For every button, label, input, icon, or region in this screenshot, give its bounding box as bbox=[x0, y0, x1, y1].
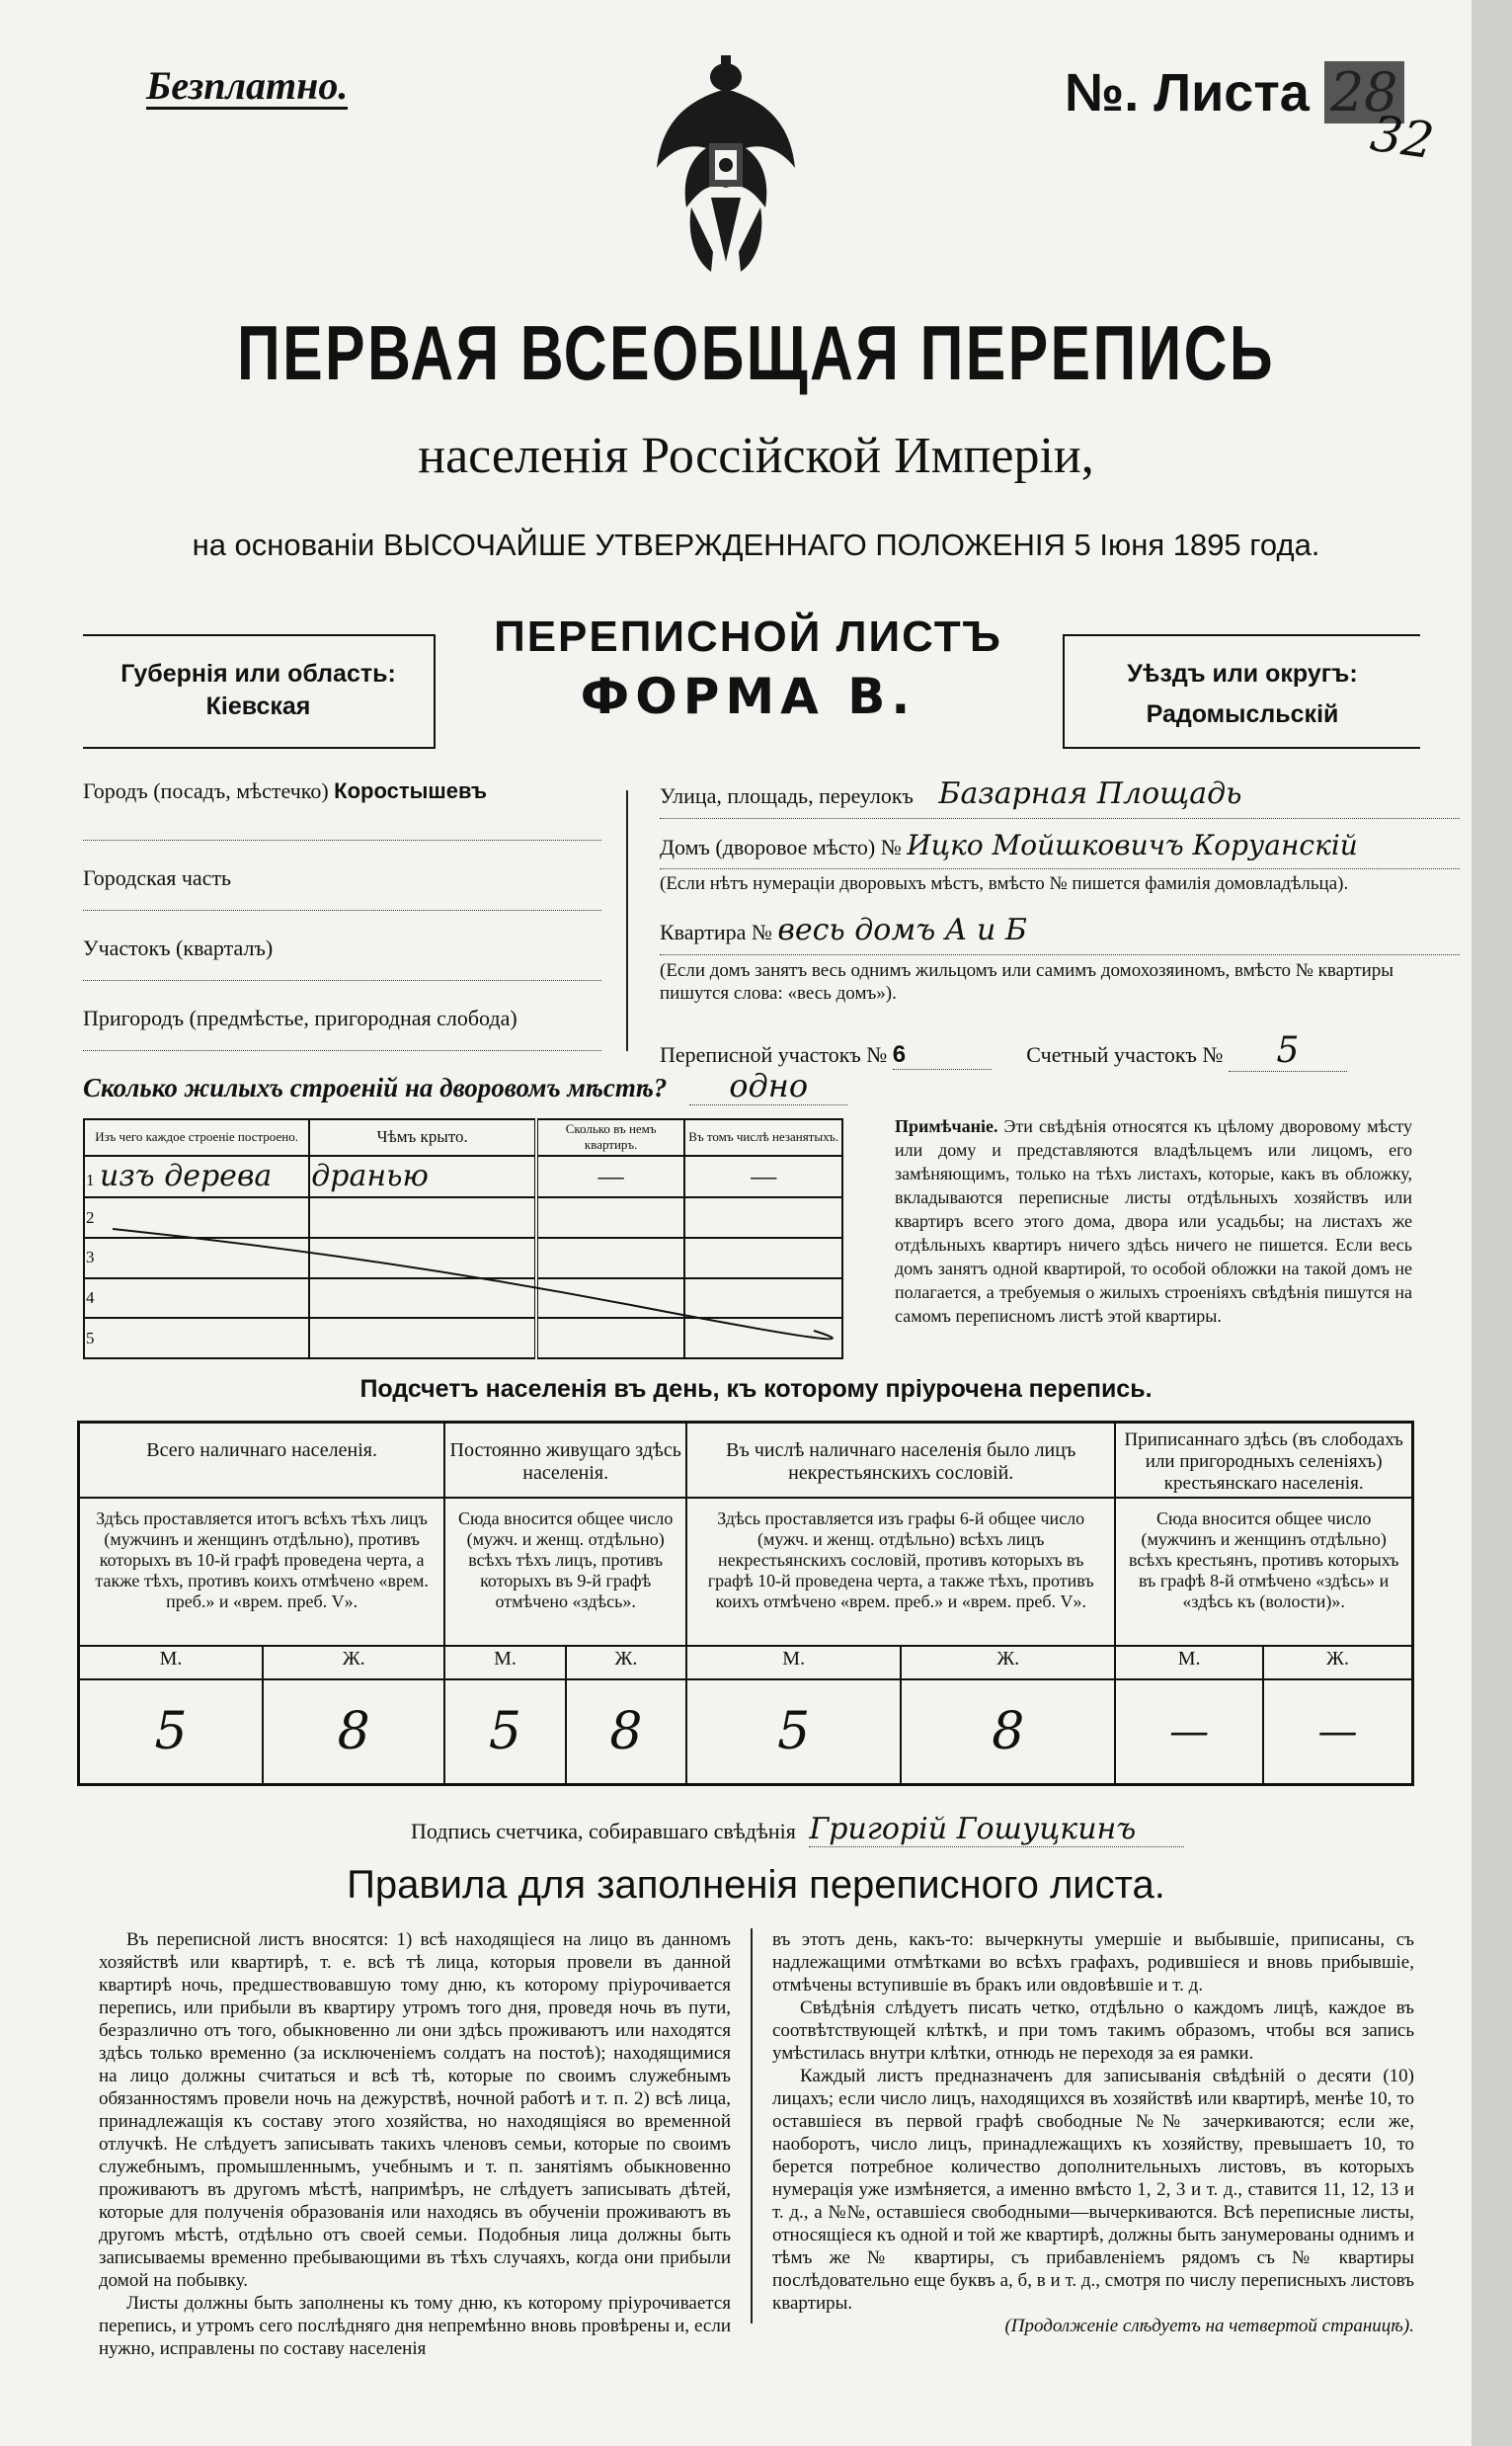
rules-column-2 bbox=[772, 1928, 1414, 2337]
buildings-cell-vacant: — bbox=[684, 1156, 842, 1198]
signature bbox=[411, 1812, 1184, 1847]
rules-paragraph: Листы должны быть заполнены къ тому дню, къ которому пріурочивается перепись, и утромъ сего послѣдняго дня непремѣнно вновь провѣрены и, если нужно, исправлены по составу населенія bbox=[99, 2293, 731, 2359]
pop-value-m: 5 bbox=[79, 1679, 264, 1785]
province-box bbox=[83, 634, 436, 749]
city-field bbox=[83, 778, 601, 841]
signature-value: Григорій Гошуцкинъ bbox=[809, 1812, 1184, 1847]
pop-group-desc-peasant: Сюда вносится общее число (мужчинъ и женщинъ отдѣльно) всѣхъ крестьянъ, противъ которыхъ въ графѣ 8-й отмѣчено «здѣсь» и «здѣсь къ (волости)». bbox=[1115, 1498, 1412, 1646]
page-edge bbox=[1472, 0, 1512, 2446]
pop-value-f: 8 bbox=[901, 1679, 1115, 1785]
rules-paragraph: Свѣдѣнія слѣдуетъ писать четко, отдѣльно о каждомъ лицѣ, каждое въ соотвѣтствующей клѣткѣ, и при томъ такимъ образомъ, чтобы вся запись умѣстилась внутри клѣтки, отнюдь не переходя за ея рамки. bbox=[772, 1998, 1414, 2064]
house-label: Домъ (дворовое мѣсто) № bbox=[660, 835, 902, 859]
apartment-field bbox=[660, 913, 1460, 955]
city-part-label: Городская часть bbox=[83, 865, 232, 890]
bleed-through-text bbox=[988, 138, 1402, 164]
buildings-answer: одно bbox=[689, 1067, 847, 1105]
buildings-row: 2 bbox=[84, 1197, 842, 1238]
pop-f-label: Ж. bbox=[566, 1646, 686, 1679]
pop-value-f: — bbox=[1263, 1679, 1413, 1785]
sheet-title: ПЕРЕПИСНОЙ ЛИСТЪ bbox=[494, 612, 1002, 661]
buildings-header-roof: Чѣмъ крыто. bbox=[309, 1119, 536, 1156]
signature-label: Подпись счетчика, собиравшаго свѣдѣнія bbox=[411, 1819, 796, 1843]
house-field bbox=[660, 829, 1460, 869]
rules-paragraph: Каждый листъ предназначенъ для записыванія свѣдѣній о десяти (10) лицахъ; если число лицъ, находящихся въ хозяйствѣ или квартирѣ, менѣе 10, то оставшіеся въ первой графѣ свободные №№ зачеркиваются; если же, наоборотъ, число лицъ, принадлежащихъ къ хозяйству, превышаетъ 10, то берется потребное количество дополнительныхъ листовъ, въ которыхъ нумерація уже измѣняется, а именно вмѣсто 1, 2, 3 и т. д., ставится 11, 12, 13 и т. д., а №№, оставшіеся свободными—вычеркиваются. Всѣ переписные листы, относящіеся къ одной и той же квартирѣ, должны быть занумерованы однимъ и тѣмъ же № квартиры, съ прибавленіемъ рядомъ съ № квартиры послѣдовательно еще буквъ а, б, в и т. д., смотря по числу переписныхъ листовъ квартиры. bbox=[772, 2066, 1414, 2314]
house-note: (Если нѣтъ нумераціи дворовыхъ мѣстъ, вмѣсто № пишется фамилія домовладѣльца). bbox=[660, 873, 1349, 894]
apartment-value: весь домъ А и Б bbox=[777, 913, 1027, 947]
pop-group-head-nonpeasant: Въ числѣ наличнаго населенія было лицъ некрестьянскихъ сословій. bbox=[686, 1423, 1115, 1498]
pop-value-m: 5 bbox=[686, 1679, 901, 1785]
strike-line bbox=[83, 1118, 843, 1359]
buildings-question bbox=[83, 1067, 847, 1104]
pop-value-m: — bbox=[1115, 1679, 1263, 1785]
form-name: ФОРМА В. bbox=[580, 668, 916, 725]
city-label: Городъ (посадъ, мѣстечко) bbox=[83, 778, 329, 803]
section-label: Участокъ (кварталъ) bbox=[83, 936, 274, 960]
free-label: Безплатно. bbox=[146, 63, 349, 108]
pop-group-head-permanent: Постоянно живущаго здѣсь населенія. bbox=[444, 1423, 686, 1498]
sheet-number-label: №. Листа bbox=[1065, 63, 1310, 122]
apartment-label: Квартира № bbox=[660, 920, 772, 944]
buildings-note-text: Эти свѣдѣнія относятся къ цѣлому дворовому мѣсту или дому и представляются владѣльцемъ или лицомъ, его замѣняющимъ, только на тѣхъ листахъ, которые, какъ въ обложку, вкладываются переписные листы отдѣльныхъ хозяйствъ или квартиръ всего этого дома, двора или усадьбы; на листахъ же отдѣльныхъ квартиръ ничего здѣсь ничего не пишется. Если весь домъ занятъ одной квартирой, то особой обложки на такой домъ не полагается, а требуемыя о жилыхъ строеніяхъ свѣдѣнія пишутся на самомъ переписномъ листѣ этой квартиры. bbox=[895, 1116, 1412, 1326]
rules-continued: (Продолженіе слѣдуетъ на четвертой страницѣ). bbox=[1004, 2316, 1414, 2336]
section-field bbox=[83, 919, 601, 981]
buildings-header-apartments: Сколько въ немъ квартиръ. bbox=[536, 1119, 684, 1156]
sheet-title-block bbox=[435, 612, 1062, 725]
pop-f-label: Ж. bbox=[1263, 1646, 1413, 1679]
pop-m-label: М. bbox=[686, 1646, 901, 1679]
pop-f-label: Ж. bbox=[263, 1646, 444, 1679]
city-value: Коростышевъ bbox=[334, 778, 488, 803]
buildings-header-material: Изъ чего каждое строеніе построено. bbox=[84, 1119, 309, 1156]
census-title: ПЕРВАЯ ВСЕОБЩАЯ ПЕРЕПИСЬ bbox=[237, 309, 1275, 396]
suburb-field bbox=[83, 989, 601, 1051]
census-subtitle: населенія Россійской Имперіи, bbox=[418, 428, 1094, 484]
district-box bbox=[1063, 634, 1420, 749]
count-district-label: Счетный участокъ № bbox=[1026, 1042, 1224, 1067]
pop-group-desc-permanent: Сюда вносится общее число (мужч. и женщ. отдѣльно) всѣхъ тѣхъ лицъ, противъ которыхъ въ 9-й графѣ отмѣчено «здѣсь». bbox=[444, 1498, 686, 1646]
rules-title: Правила для заполненія переписного листа. bbox=[347, 1863, 1165, 1907]
suburb-label: Пригородъ (предмѣстье, пригородная слобода) bbox=[83, 1006, 517, 1030]
buildings-note bbox=[895, 1114, 1412, 1328]
pop-m-label: М. bbox=[444, 1646, 565, 1679]
street-field bbox=[660, 776, 1460, 819]
province-label: Губернія или область: bbox=[120, 660, 396, 688]
buildings-cell-apartments: — bbox=[536, 1156, 684, 1198]
census-district-label: Переписной участокъ № bbox=[660, 1042, 888, 1067]
rules-paragraph: въ этотъ день, какъ-то: вычеркнуты умершіе и выбывшіе, приписаны, съ надлежащими отмѣтками во всѣхъ графахъ, родившіеся и вновь прибывшіе, отмѣчены вступившіе въ бракъ или овдовѣвшіе и т. д. bbox=[772, 1929, 1414, 1996]
street-value: Базарная Площадь bbox=[938, 776, 1242, 811]
pop-value-m: 5 bbox=[444, 1679, 565, 1785]
pop-value-f: 8 bbox=[263, 1679, 444, 1785]
pop-f-label: Ж. bbox=[901, 1646, 1115, 1679]
street-label: Улица, площадь, переулокъ bbox=[660, 783, 914, 808]
sheet-number-value: 28 bbox=[1324, 61, 1404, 123]
census-district-value: 6 bbox=[893, 1041, 992, 1070]
pop-group-desc-nonpeasant: Здѣсь проставляется изъ графы 6-й общее число (мужч. и женщ. отдѣльно) всѣхъ лицъ некрестьянскихъ сословій, противъ которыхъ въ графѣ 10-й проведена черта, а также тѣхъ, противъ коихъ отмѣчено «врем. преб.» и «врем. преб. V». bbox=[686, 1498, 1115, 1646]
count-district-value: 5 bbox=[1229, 1030, 1347, 1072]
pop-m-label: М. bbox=[79, 1646, 264, 1679]
house-value: Ицко Мойшковичъ Коруанскій bbox=[907, 829, 1358, 861]
buildings-cell-roof: дранью bbox=[309, 1156, 536, 1198]
address-left bbox=[83, 778, 601, 1051]
buildings-question-text: Сколько жилыхъ строеній на дворовомъ мѣстѣ? bbox=[83, 1073, 668, 1102]
district-value: Радомысльскій bbox=[1146, 700, 1339, 728]
buildings-row: 4 bbox=[84, 1278, 842, 1319]
buildings-row: 3 bbox=[84, 1238, 842, 1278]
pop-value-f: 8 bbox=[566, 1679, 686, 1785]
pop-group-desc-total: Здѣсь проставляется итогъ всѣхъ тѣхъ лицъ (мужчинъ и женщинъ отдѣльно), противъ которыхъ въ 10-й графѣ проведена черта, а также тѣхъ, противъ коихъ отмѣчено «врем. преб.» и «врем. преб. V». bbox=[79, 1498, 445, 1646]
buildings-header-vacant: Въ томъ числѣ незанятыхъ. bbox=[684, 1119, 842, 1156]
apartment-note: (Если домъ занятъ весь однимъ жильцомъ или самимъ домохозяиномъ, вмѣсто № квартиры пишутся слова: «весь домъ»). bbox=[660, 960, 1394, 1004]
sheet-number bbox=[1065, 61, 1404, 123]
census-district-row bbox=[660, 1030, 1460, 1070]
district-label: Уѣздъ или округъ: bbox=[1127, 660, 1358, 688]
population-table bbox=[77, 1421, 1414, 1786]
imperial-eagle-emblem bbox=[652, 49, 800, 286]
census-basis: на основаніи ВЫСОЧАЙШЕ УТВЕРЖДЕННАГО ПОЛОЖЕНІЯ 5 Іюня 1895 года. bbox=[192, 528, 1320, 562]
sheet-number-corrected: 32 bbox=[1367, 104, 1438, 171]
population-title: Подсчетъ населенія въ день, къ которому пріурочена перепись. bbox=[359, 1375, 1153, 1403]
province-value: Кіевская bbox=[205, 693, 311, 720]
pop-group-head-total: Всего наличнаго населенія. bbox=[79, 1423, 445, 1498]
city-part-field bbox=[83, 849, 601, 911]
pop-m-label: М. bbox=[1115, 1646, 1263, 1679]
buildings-cell-material: 1 изъ дерева bbox=[84, 1156, 309, 1198]
rules-paragraph: Въ переписной листъ вносятся: 1) всѣ находящіеся на лицо въ данномъ хозяйствѣ или квартирѣ, т. е. всѣ тѣ лица, которыя провели въ данной квартирѣ ночь, предшествовавшую тому дню, къ которому пріурочивается перепись, или прибыли въ квартиру утромъ того дня, проведя ночь въ пути, безразлично отъ того, обыкновенно ли они здѣсь проживаютъ или находятся здѣсь только временно (за исключеніемъ солдатъ на постоѣ); находящимися на лицо должны считаться и всѣ тѣ, которые по своимъ служебнымъ обязанностямъ провели ночь на дежурствѣ, ночной работѣ и т. п. 2) всѣ лица, принадлежащія къ составу этого хозяйства, но находящіяся во временной отлучкѣ. Не слѣдуетъ записывать такихъ членовъ семьи, которые по своимъ служебнымъ, промышленнымъ, учебнымъ и т. п. занятіямъ обыкновенно проживаютъ въ другомъ мѣстѣ, напримѣръ, не слѣдуетъ записывать дѣтей, которые для полученія образованія или находясь въ обученіи проживаютъ въ другомъ мѣстѣ, отдѣльно отъ своей семьи. Подобныя лица должны быть записываемы временно пребывающими въ тѣхъ случаяхъ, когда они прибыли домой на побывку. bbox=[99, 1929, 731, 2291]
rules-divider bbox=[751, 1928, 753, 2324]
address-right bbox=[660, 776, 1460, 1070]
buildings-note-title: Примѣчаніе. bbox=[895, 1116, 998, 1136]
address-divider bbox=[626, 790, 628, 1051]
rules-column-1 bbox=[99, 1928, 731, 2360]
buildings-row: 5 bbox=[84, 1318, 842, 1358]
pop-group-head-peasant: Приписаннаго здѣсь (въ слободахъ или пригородныхъ селеніяхъ) крестьянскаго населенія. bbox=[1115, 1423, 1412, 1498]
